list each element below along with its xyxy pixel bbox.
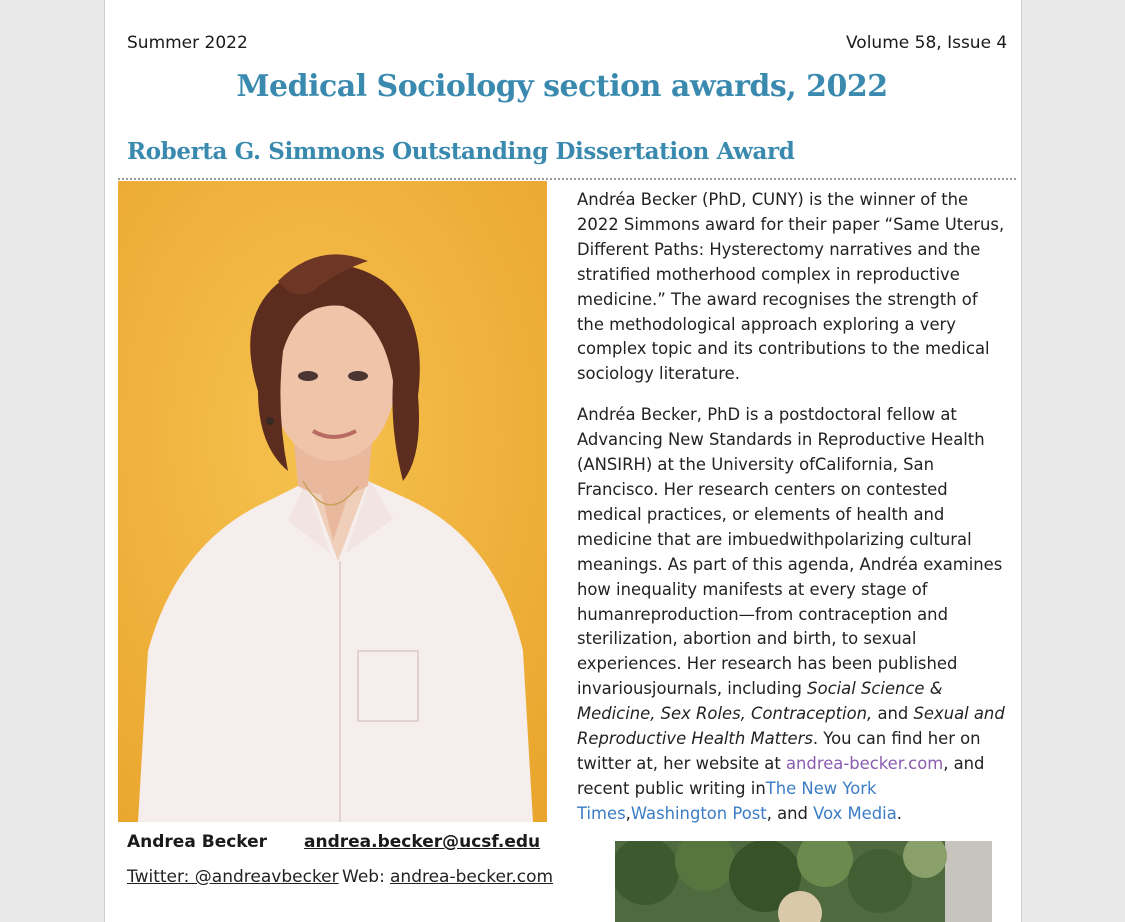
portrait-illustration — [118, 181, 547, 822]
bio-comma: , — [625, 803, 631, 823]
bio-text-and: and — [872, 704, 914, 724]
caption-name: Andrea Becker — [127, 832, 268, 852]
caption-web-label: Web: — [342, 867, 385, 887]
caption-twitter-link[interactable]: Twitter: @andreavbecker — [127, 867, 339, 887]
second-photo — [615, 841, 992, 922]
issue-season: Summer 2022 — [127, 33, 248, 53]
website-link[interactable]: andrea-becker.com — [785, 753, 944, 773]
award-title: Roberta G. Simmons Outstanding Dissertation Award — [127, 138, 795, 165]
bio-paragraph — [577, 403, 1005, 826]
caption-email-link[interactable]: andrea.becker@ucsf.edu — [304, 832, 541, 852]
journals-list: Social Science & Medicine, Sex Roles, Contraception, — [577, 679, 943, 724]
award-paragraph: Andréa Becker (PhD, CUNY) is the winner of the 2022 Simmons award for their paper “Same Uterus, Different Paths: Hysterectomy narratives and the stratified motherhood complex in reproductive medicine.” The award recognises the strength of the methodological approach exploring a very complex topic and its contributions to the medical sociology literature. — [577, 190, 1005, 384]
wapo-link[interactable]: Washington Post — [630, 803, 767, 823]
portrait-photo — [118, 181, 547, 822]
section-divider — [118, 178, 1016, 180]
vox-link[interactable]: Vox Media — [813, 803, 897, 823]
bio-end: . — [896, 803, 902, 823]
journal-last: Sexual and Reproductive Health Matters — [577, 704, 1005, 749]
caption-web-link[interactable]: andrea-becker.com — [390, 867, 554, 887]
bio-text-and-2: , and — [766, 803, 814, 823]
nyt-link[interactable]: The New York Times — [577, 778, 877, 823]
bio-text-2: . You can find her on twitter at, her website at — [577, 729, 981, 773]
article-body — [577, 188, 1005, 843]
bio-text-1: Andréa Becker, PhD is a postdoctoral fellow at Advancing New Standards in Reproductive Health (ANSIRH) at the University ofCalifornia, San Francisco. Her research centers on contested medical practices, or elements of health and medicine that are imbuedwithpolarizing cultural meanings. As part of this agenda, Andréa examines how inequality manifests at every stage of humanreproduction—from contraception and sterilization, abortion and birth, to sexual experiences. Her research has been published invariousjournals, including — [577, 405, 1003, 699]
trees-illustration — [615, 841, 992, 922]
bio-text-3: , and recent public writing in — [577, 753, 985, 798]
page-title: Medical Sociology section awards, 2022 — [236, 69, 888, 104]
issue-volume: Volume 58, Issue 4 — [846, 33, 1008, 53]
